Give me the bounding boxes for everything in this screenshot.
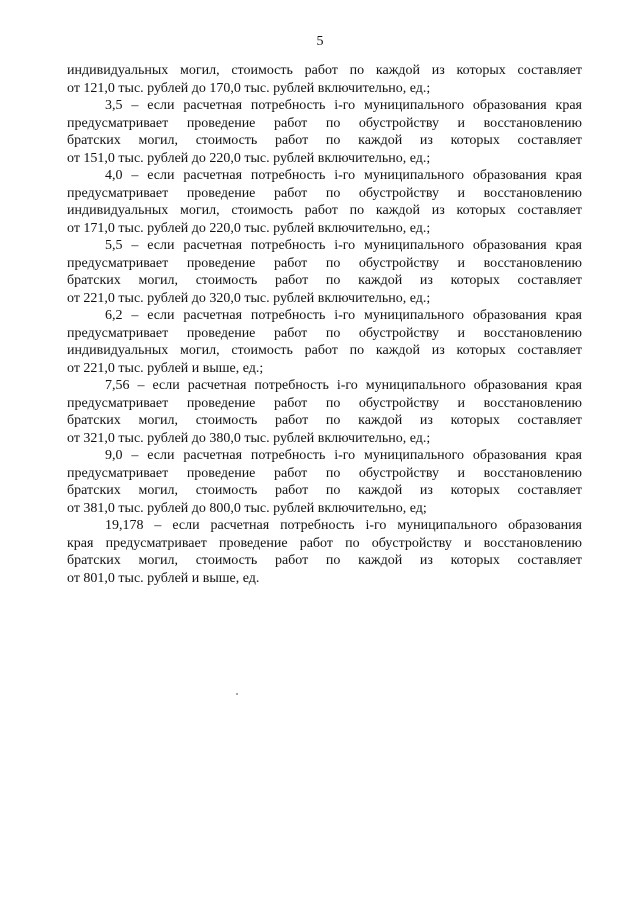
text-line: предусматривает проведение работ по обустройству и восстановлению <box>67 255 582 271</box>
text-line: 7,56 – если расчетная потребность i-го муниципального образования края <box>105 378 582 393</box>
text-line: от 801,0 тыс. рублей и выше, ед. <box>67 570 260 586</box>
paragraph <box>67 97 582 167</box>
text-line: братских могил, стоимость работ по каждой из которых составляет <box>67 553 582 568</box>
paragraph <box>67 167 582 237</box>
text-line: братских могил, стоимость работ по каждой из которых составляет <box>67 273 582 288</box>
text-line: от 171,0 тыс. рублей до 220,0 тыс. рублей включительно, ед.; <box>67 220 431 236</box>
text-line: братских могил, стоимость работ по каждой из которых составляет <box>67 483 582 498</box>
text-line: братских могил, стоимость работ по каждой из которых составляет <box>67 413 582 428</box>
text-line: от 321,0 тыс. рублей до 380,0 тыс. рублей включительно, ед.; <box>67 430 431 446</box>
text-line: от 381,0 тыс. рублей до 800,0 тыс. рублей включительно, ед; <box>67 500 427 516</box>
text-line: индивидуальных могил, стоимость работ по каждой из которых составляет <box>67 203 582 218</box>
text-line: индивидуальных могил, стоимость работ по каждой из которых составляет <box>67 63 582 78</box>
text-line: 3,5 – если расчетная потребность i-го муниципального образования края <box>105 98 582 113</box>
text-line: братских могил, стоимость работ по каждой из которых составляет <box>67 133 582 148</box>
text-line: предусматривает проведение работ по обустройству и восстановлению <box>67 395 582 411</box>
text-line: 6,2 – если расчетная потребность i-го муниципального образования края <box>105 308 582 323</box>
paragraph <box>67 62 582 97</box>
paragraph <box>67 377 582 447</box>
text-line: края предусматривает проведение работ по обустройству и восстановлению <box>67 535 582 551</box>
document-body <box>67 62 582 587</box>
page-number: 5 <box>316 34 324 49</box>
paragraph <box>67 447 582 517</box>
text-line: предусматривает проведение работ по обустройству и восстановлению <box>67 115 582 131</box>
text-line: 9,0 – если расчетная потребность i-го муниципального образования края <box>105 448 582 463</box>
text-line: индивидуальных могил, стоимость работ по каждой из которых составляет <box>67 343 582 358</box>
text-line: от 221,0 тыс. рублей и выше, ед.; <box>67 360 264 376</box>
text-line: от 121,0 тыс. рублей до 170,0 тыс. рублей включительно, ед.; <box>67 80 431 96</box>
paragraph <box>67 307 582 377</box>
scan-speck <box>236 693 238 695</box>
text-line: 19,178 – если расчетная потребность i-го муниципального образования <box>105 518 582 533</box>
text-line: 4,0 – если расчетная потребность i-го муниципального образования края <box>105 168 582 183</box>
text-line: от 151,0 тыс. рублей до 220,0 тыс. рублей включительно, ед.; <box>67 150 431 166</box>
paragraph <box>67 517 582 587</box>
paragraph <box>67 237 582 307</box>
text-line: предусматривает проведение работ по обустройству и восстановлению <box>67 185 582 201</box>
text-line: 5,5 – если расчетная потребность i-го муниципального образования края <box>105 238 582 253</box>
text-line: предусматривает проведение работ по обустройству и восстановлению <box>67 325 582 341</box>
text-line: от 221,0 тыс. рублей до 320,0 тыс. рублей включительно, ед.; <box>67 290 431 306</box>
text-line: предусматривает проведение работ по обустройству и восстановлению <box>67 465 582 481</box>
